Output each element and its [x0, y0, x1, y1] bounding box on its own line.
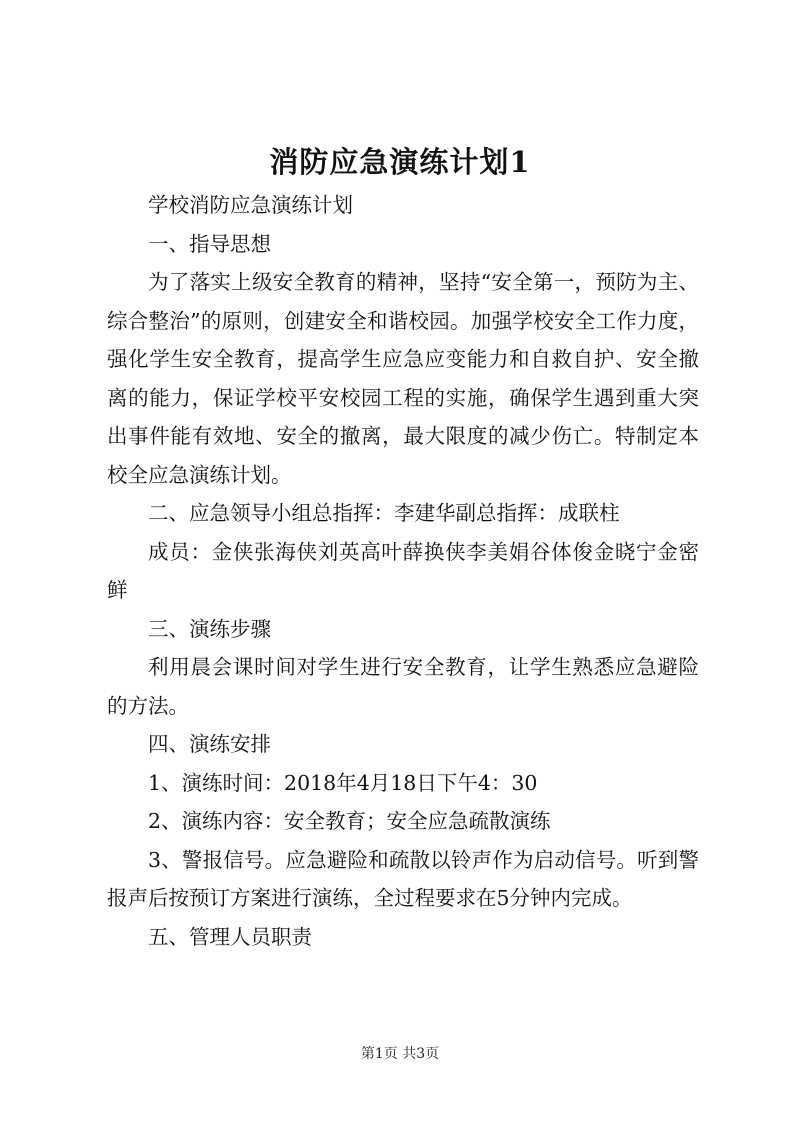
heading-staff-duties: 五、管理人员职责 [148, 924, 312, 949]
list-item-drill-content: 2、演练内容：安全教育；安全应急疏散演练 [148, 809, 551, 833]
list-item-drill-time: 1、演练时间：2018年4月18日下午4：30 [148, 770, 538, 795]
paragraph-subtitle: 学校消防应急演练计划 [148, 193, 353, 217]
paragraph-guiding-ideology: 为了落实上级安全教育的精神，坚持“安全第一，预防为主、综合整治”的原则，创建安全和谐校园。加强学校安全工作力度，强化学生安全教育，提高学生应急应变能力和自救自护、安全撤离的能力，保证学校平安校园工程的实施，确保学生遇到重大突出事件能有效地、安全的撤离，最大限度的减少伤亡。特制定本校全应急演练计划。 [107, 270, 699, 487]
heading-drill-steps: 三、演练步骤 [148, 616, 271, 641]
heading-guiding-ideology: 一、指导思想 [148, 231, 271, 256]
document-body [107, 186, 699, 956]
page-number-footer: 第1页 共3页 [360, 1046, 440, 1062]
document-title: 消防应急演练计划1 [269, 145, 531, 179]
heading-drill-arrangement: 四、演练安排 [148, 732, 271, 756]
list-item-alarm-signal: 3、警报信号。应急避险和疏散以铃声作为启动信号。听到警报声后按预订方案进行演练，全过程要求在5分钟内完成。 [107, 847, 699, 910]
paragraph-drill-steps: 利用晨会课时间对学生进行安全教育，让学生熟悉应急避险的方法。 [107, 655, 699, 718]
heading-leadership-group: 二、应急领导小组总指挥：李建华副总指挥：成联柱 [148, 501, 620, 525]
paragraph-members: 成员：金侠张海侠刘英高叶薛换侠李美娟谷体俊金晓宁金密鲜 [107, 539, 699, 602]
